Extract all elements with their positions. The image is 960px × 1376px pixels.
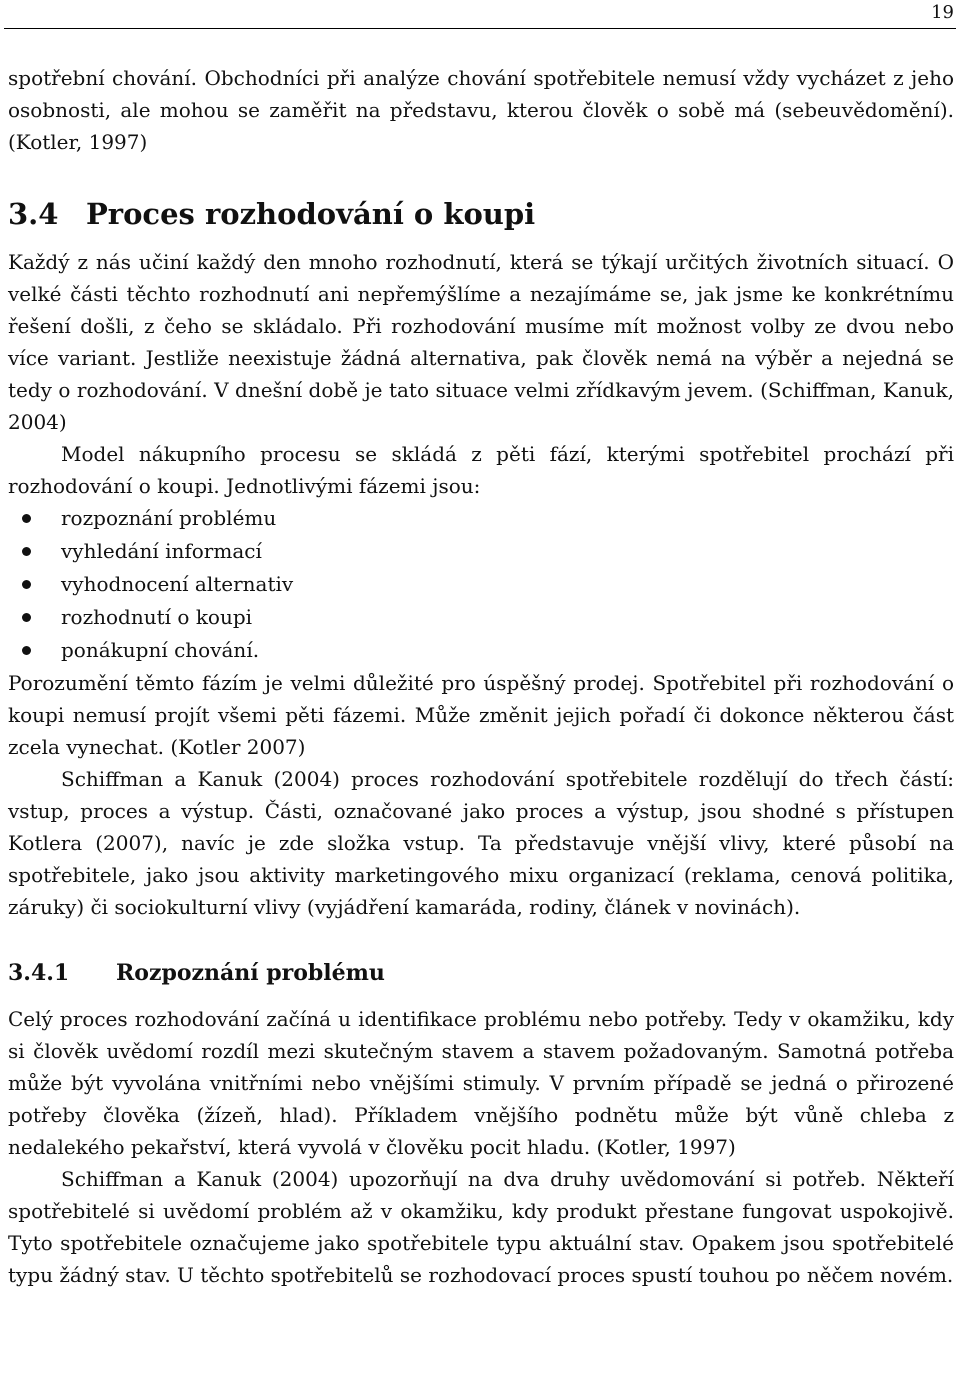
list-item [8,568,954,601]
list-item-text: ponákupní chování. [61,638,260,662]
bullet-icon [22,514,31,523]
section-paragraph-3: Porozumění těmto fázím je velmi důležité pro úspěšný prodej. Spotřebitel při rozhodování o koupi nemusí projít všemi pěti fázemi. Může změnit jejich pořadí či dokonce některou část zcela vynechat. (Kotler 2007) [8,671,954,759]
subsection-number: 3.4.1 [8,960,70,986]
list-item [8,601,954,634]
section-paragraph-2: Model nákupního procesu se skládá z pěti fází, kterými spotřebitel prochází při rozhodování o koupi. Jednotlivými fázemi jsou: [8,442,954,498]
bullet-icon [22,580,31,589]
section-heading [8,194,954,234]
bullet-icon [22,613,31,622]
section-title: Proces rozhodování o koupi [86,197,536,231]
subsection-paragraph-1: Celý proces rozhodování začíná u identifikace problému nebo potřeby. Tedy v okamžiku, kdy si člověk uvědomí rozdíl mezi skutečným stavem a stavem požadovaným. Samotná potřeba může být vyvolána vnitřními nebo vnějšími stimuly. V prvním případě se jedná o přirozené potřeby člověka (žízeň, hlad). Příkladem vnějšího podnětu může být vůně chleba z nedalekého pekařství, která vyvolá v člověku pocit hladu. (Kotler, 1997) [8,1007,954,1159]
list-item-text: vyhledání informací [61,539,262,563]
page-content [8,62,954,1291]
phase-list [8,502,954,667]
list-item [8,535,954,568]
list-item-text: rozhodnutí o koupi [61,605,253,629]
header-rule [4,28,956,29]
paragraph-continuation: spotřební chování. Obchodníci při analýze chování spotřebitele nemusí vždy vycházet z jeho osobnosti, ale mohou se zaměřit na představu, kterou člověk o sobě má (sebeuvědomění). (Kotler, 1997) [8,66,954,154]
list-item [8,502,954,535]
list-item-text: rozpoznání problému [61,506,277,530]
subsection-paragraph-2: Schiffman a Kanuk (2004) upozorňují na dva druhy uvědomování si potřeb. Někteří spotřebitelé si uvědomí problém až v okamžiku, kdy produkt přestane fungovat uspokojivě. Tyto spotřebitele označujeme jako spotřebitele typu aktuální stav. Opakem jsou spotřebitelé typu žádný stav. U těchto spotřebitelů se rozhodovací proces spustí touhou po něčem novém. [8,1167,954,1287]
list-item [8,634,954,667]
section-paragraph-4: Schiffman a Kanuk (2004) proces rozhodování spotřebitele rozdělují do třech částí: vstup, proces a výstup. Části, označované jako proces a výstup, jsou shodné s přístupen Kotlera (2007), navíc je zde složka vstup. Ta představuje vnější vlivy, které působí na spotřebitele, jako jsou aktivity marketingového mixu organizací (reklama, cenová politika, záruky) či sociokulturní vlivy (vyjádření kamaráda, rodiny, článek v novinách). [8,767,954,919]
bullet-icon [22,547,31,556]
list-item-text: vyhodnocení alternativ [61,572,294,596]
subsection-title: Rozpoznání problému [116,960,385,986]
bullet-icon [22,646,31,655]
subsection-heading [8,957,954,989]
section-paragraph-1: Každý z nás učiní každý den mnoho rozhodnutí, která se týkají určitých životních situací. O velké části těchto rozhodnutí ani nepřemýšlíme a nezajímáme se, jak jsme ke konkrétnímu řešení došli, z čeho se skládalo. Při rozhodování musíme mít možnost volby ze dvou nebo více variant. Jestliže neexistuje žádná alternativa, pak člověk nemá na výběr a nejedná se tedy o rozhodování. V dnešní době je tato situace velmi zřídkavým jevem. (Schiffman, Kanuk, 2004) [8,250,954,434]
section-number: 3.4 [8,197,59,231]
page-number: 19 [931,2,954,23]
